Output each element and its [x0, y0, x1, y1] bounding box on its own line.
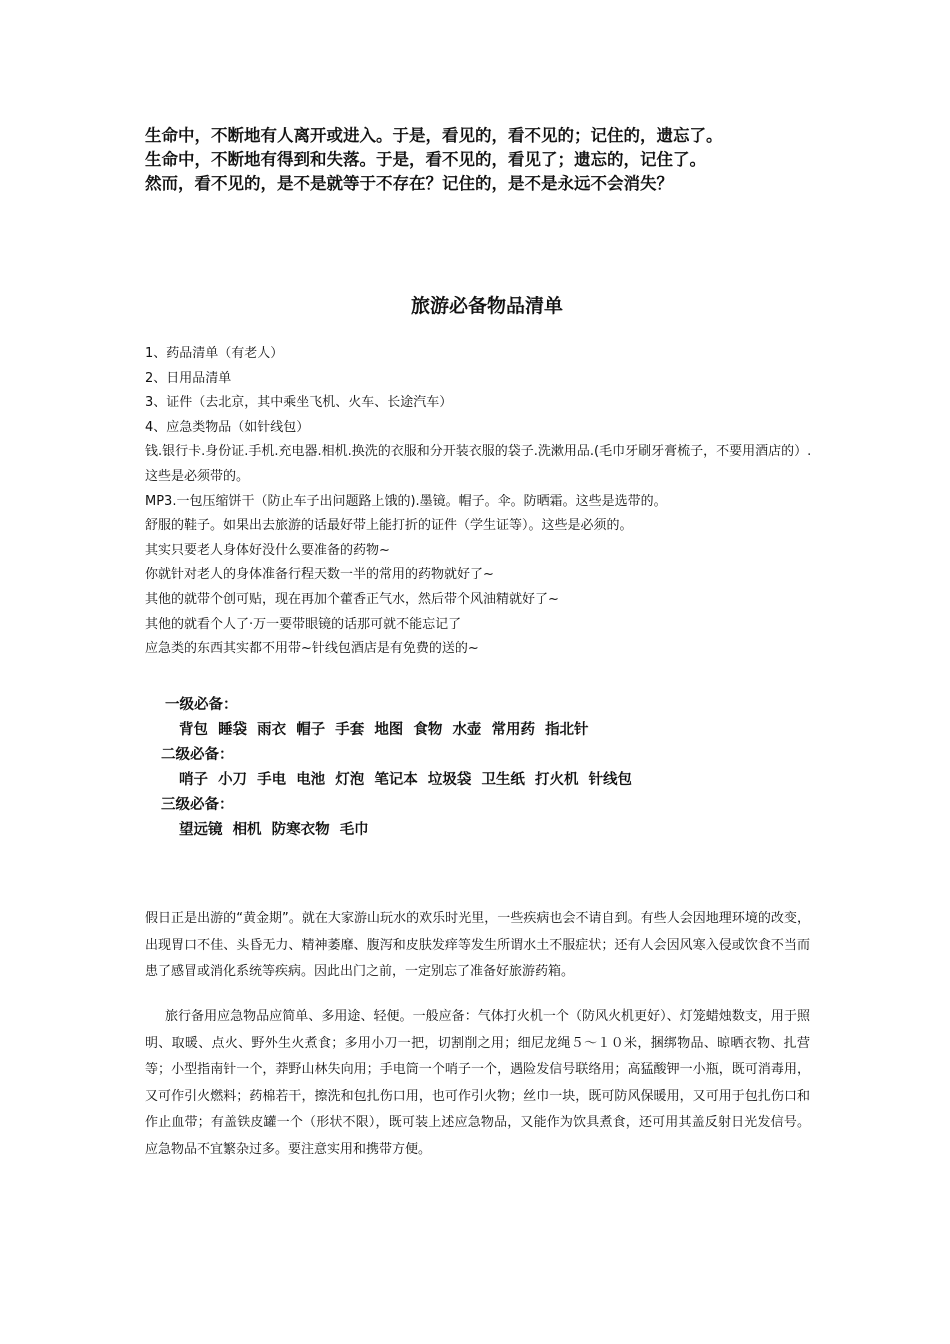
level-item: 打火机 [535, 771, 579, 788]
level-item: 指北针 [545, 721, 589, 738]
level-item: 防寒衣物 [271, 821, 330, 838]
level-heading: 一级必备： [165, 696, 238, 713]
level-item: 哨子 [179, 771, 208, 788]
level-items [145, 817, 815, 842]
list-item: 钱.银行卡.身份证.手机.充电器.相机.换洗的衣服和分开装衣服的袋子.洗漱用品.(毛巾牙刷牙膏梳子，不要用酒店的）.这些是必须带的。 [145, 444, 812, 484]
list-item: MP3.一包压缩饼干（防止车子出问题路上饿的).墨镜。帽子。伞。防晒霜。这些是选带的。 [145, 493, 667, 509]
page-title: 旅游必备物品清单 [410, 295, 563, 317]
level-item: 手套 [335, 721, 365, 738]
list-item: 你就针对老人的身体准备行程天数一半的常用的药物就好了~ [145, 567, 494, 583]
level-item: 睡袋 [218, 721, 248, 738]
level-item: 卫生纸 [481, 771, 525, 788]
intro-poem [145, 124, 825, 196]
level-item: 食物 [413, 721, 443, 738]
list-item: 应急类的东西其实都不用带~针线包酒店是有免费的送的~ [145, 641, 479, 657]
poem-line: 生命中，不断地有得到和失落。于是，看不见的，看见了；遗忘的，记住了。 [145, 150, 706, 169]
paragraph-emergency-items: 旅行备用应急物品应简单、多用途、轻便。一般应备：气体打火机一个（防风火机更好）、灯笼蜡烛数支，用于照明、取暖、点火、野外生火煮食；多用小刀一把，切割削之用；细尼龙绳５～１０米，捆绑物品、晾晒衣物、扎营等；小型指南针一个，莽野山林失向用；手电筒一个哨子一个，遇险发信号联络用；高猛酸钾一小瓶，既可消毒用，又可作引火燃料；药棉若干，擦洗和包扎伤口用，也可作引火物；丝巾一块，既可防风保暖用，又可用于包扎伤口和作止血带；有盖铁皮罐一个（形状不限），既可装上述应急物品，又能作为饮具煮食，还可用其盖反射日光发信号。应急物品不宜繁杂过多。要注意实用和携带方便。 [145, 1009, 810, 1157]
level-heading: 二级必备： [161, 746, 234, 763]
level-item: 帽子 [296, 721, 326, 738]
poem-line: 然而，看不见的，是不是就等于不存在？记住的，是不是永远不会消失？ [145, 174, 673, 193]
list-item: 其他的就带个创可贴，现在再加个藿香正气水，然后带个风油精就好了~ [145, 591, 559, 607]
level-item: 相机 [232, 821, 262, 838]
level-item: 手电 [257, 771, 287, 788]
list-item: 舒服的鞋子。如果出去旅游的话最好带上能打折的证件（学生证等）。这些是必须的。 [145, 518, 633, 534]
list-item: 1、药品清单（有老人） [145, 346, 284, 361]
level-item: 望远镜 [179, 821, 223, 838]
list-item: 2、日用品清单 [145, 370, 232, 386]
level-item: 毛巾 [339, 821, 369, 838]
level-item: 雨衣 [257, 721, 287, 738]
level-heading: 三级必备： [161, 796, 234, 813]
level-item: 垃圾袋 [427, 771, 472, 788]
level-item: 小刀 [218, 771, 248, 788]
level-item: 灯泡 [335, 771, 365, 788]
level-item: 地图 [374, 721, 404, 738]
level-item: 电池 [296, 771, 326, 788]
level-item: 常用药 [491, 721, 535, 738]
poem-line: 生命中，不断地有人离开或进入。于是，看见的，看不见的；记住的，遗忘了。 [145, 126, 723, 145]
list-item: 其实只要老人身体好没什么要准备的药物~ [145, 542, 390, 558]
level-items [145, 717, 815, 742]
level-item: 针线包 [588, 771, 633, 788]
list-item: 其他的就看个人了·万一要带眼镜的话那可就不能忘记了 [145, 616, 462, 632]
checklist-notes [145, 342, 815, 662]
essentials-levels [145, 692, 815, 842]
list-item: 4、应急类物品（如针线包） [145, 419, 310, 435]
level-items [145, 767, 815, 792]
level-item: 背包 [179, 721, 208, 738]
paragraph-travel-illness: 假日正是出游的“黄金期”。就在大家游山玩水的欢乐时光里，一些疾病也会不请自到。有些人会因地理环境的改变，出现胃口不佳、头昏无力、精神萎靡、腹泻和皮肤发痒等发生所谓水土不服症状；还有人会因风寒入侵或饮食不当而患了感冒或消化系统等疾病。因此出门之前，一定别忘了准备好旅游药箱。 [145, 911, 810, 979]
list-item: 3、证件（去北京，其中乘坐飞机、火车、长途汽车） [145, 395, 453, 411]
level-item: 笔记本 [374, 771, 418, 788]
level-item: 水壶 [452, 721, 482, 738]
